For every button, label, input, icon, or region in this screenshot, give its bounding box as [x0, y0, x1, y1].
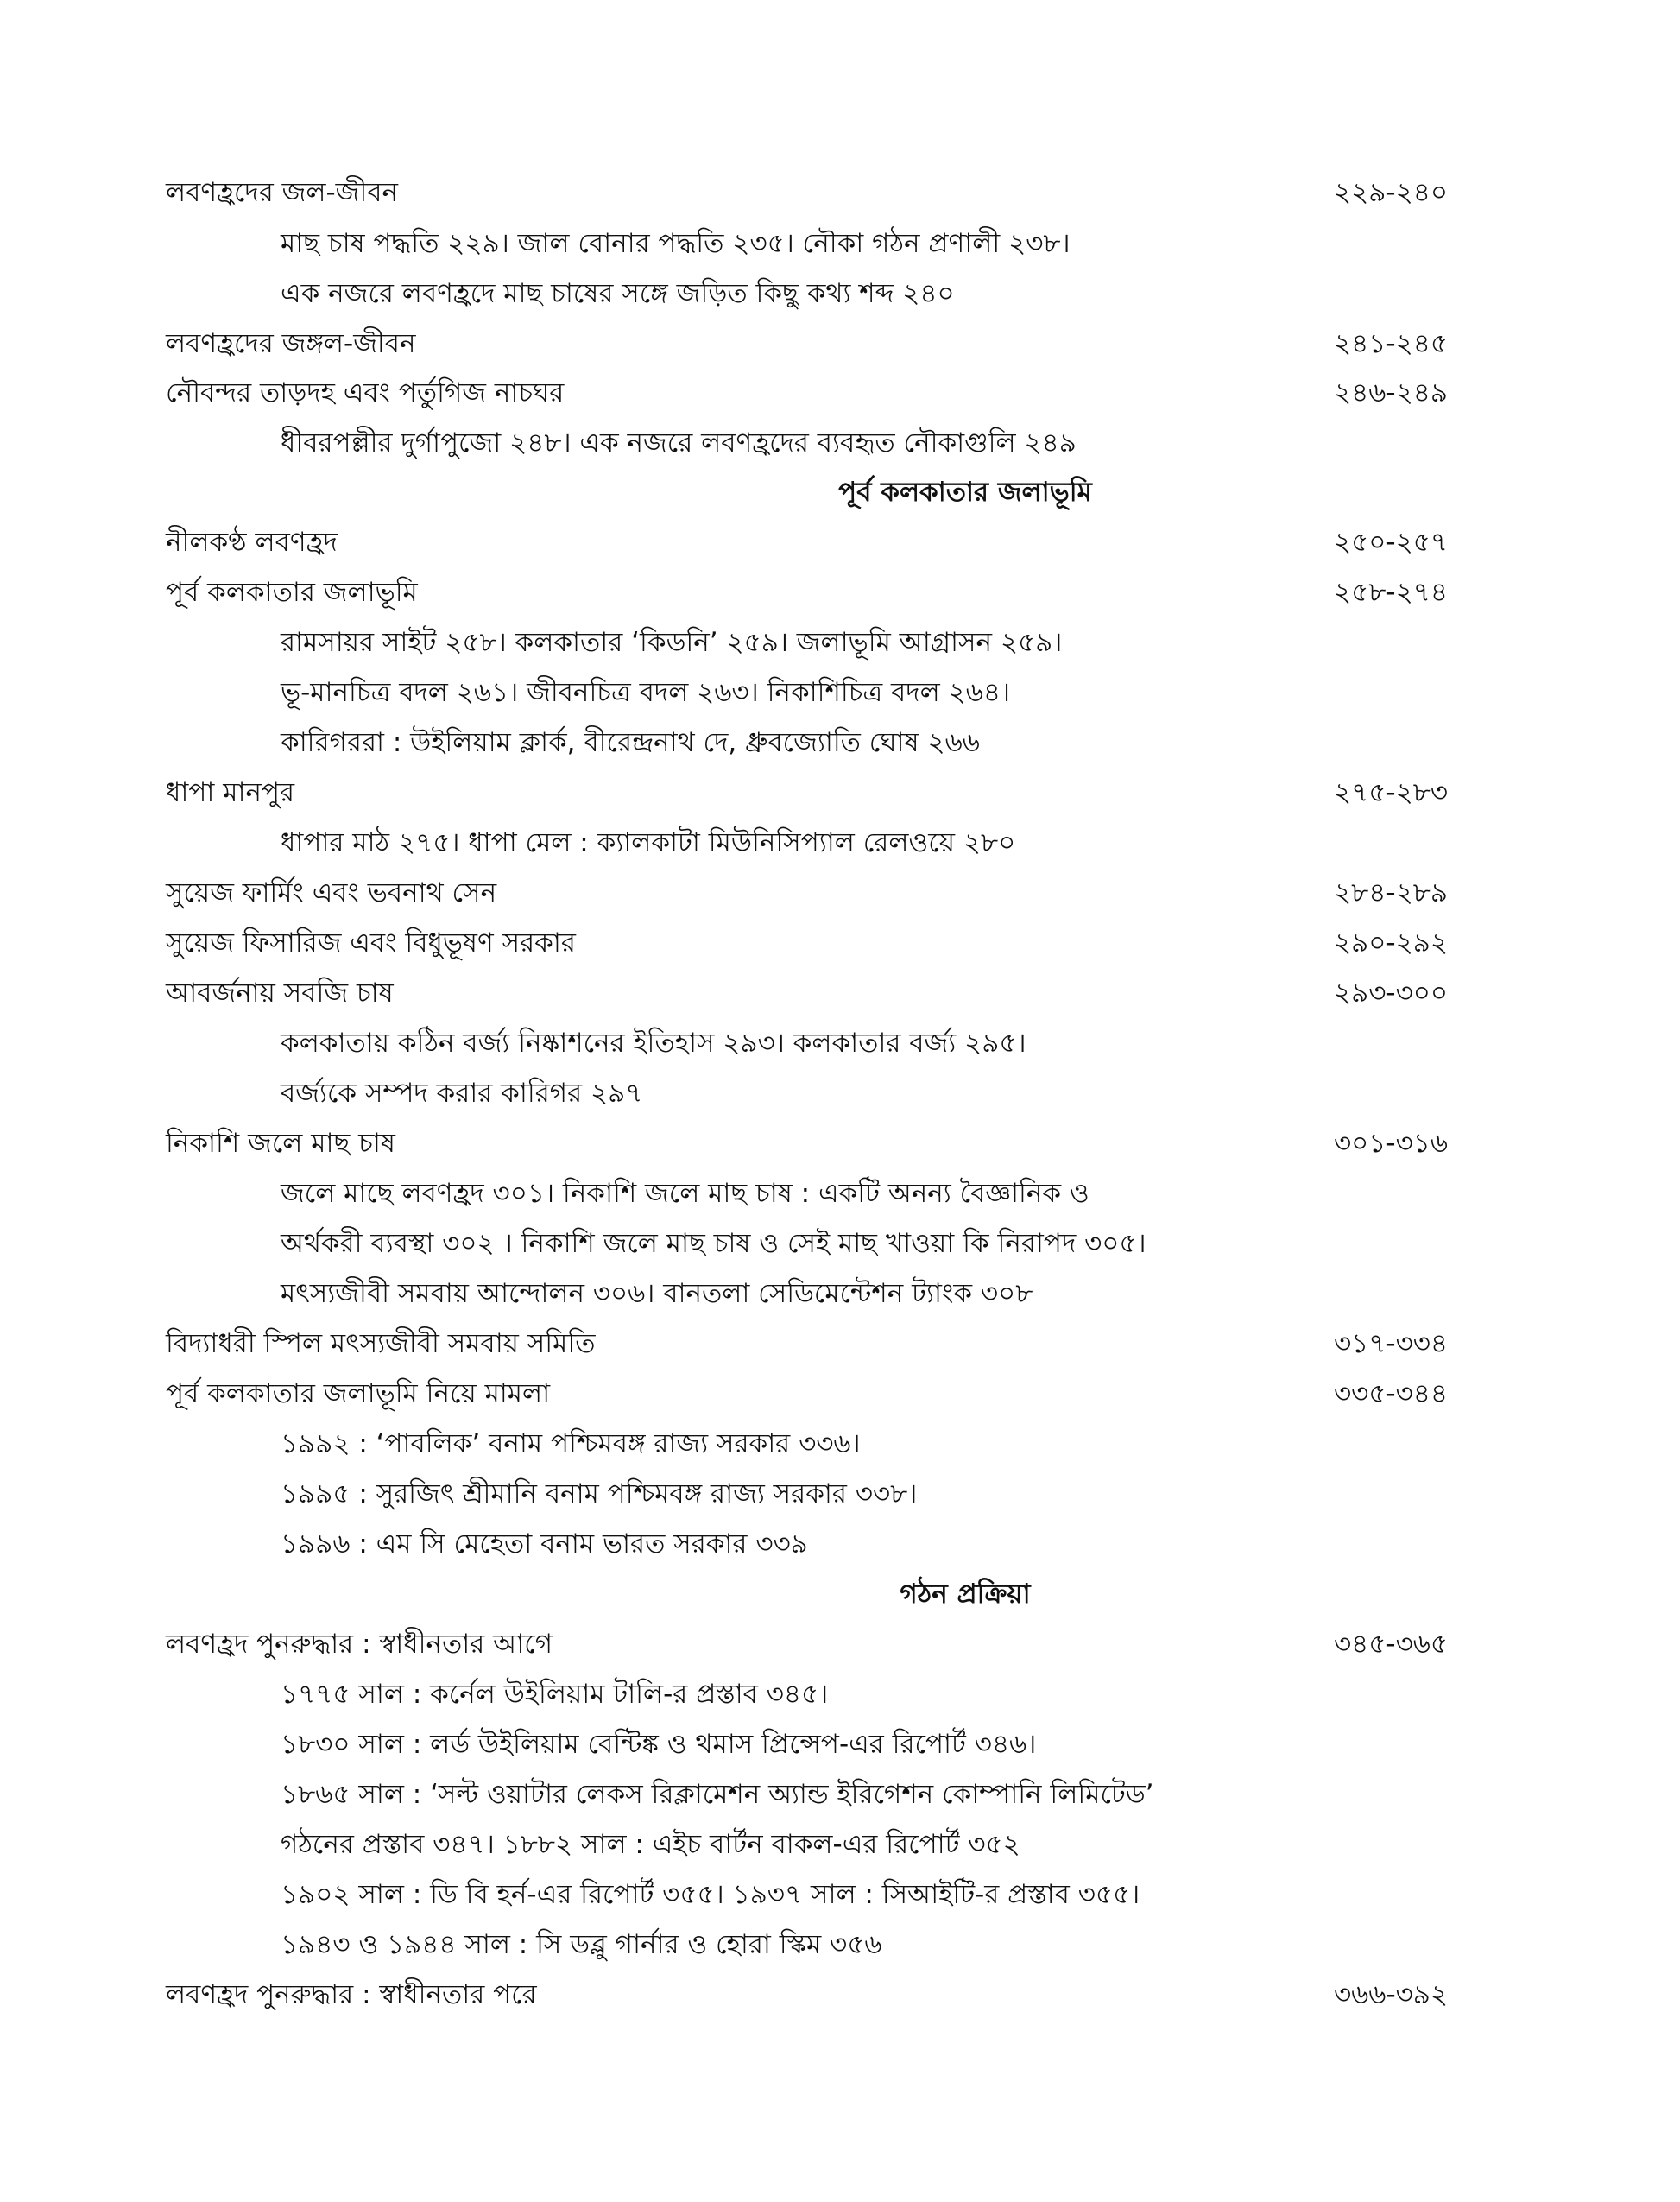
toc-subentry: ১৯৪৩ ও ১৯৪৪ সাল : সি ডব্লু গার্নার ও হোরা স্কিম ৩৫৬	[281, 1929, 882, 1960]
toc-entry-title: লবণহ্রদ পুনরুদ্ধার : স্বাধীনতার আগে	[166, 1629, 553, 1660]
toc-entry-pages: ২৫৮-২৭৪	[1334, 577, 1449, 608]
toc-entry-pages: ২৪১-২৪৫	[1334, 328, 1448, 359]
toc-entry-title: নৌবন্দর তাড়দহ এবং পর্তুগিজ নাচঘর	[166, 377, 565, 408]
toc-entry-pages: ৩৬৬-৩৯২	[1334, 1979, 1449, 2010]
toc-subentry: ১৮৬৫ সাল : ‘সল্ট ওয়াটার লেকস রিক্লামেশন অ্যান্ড ইরিগেশন কোম্পানি লিমিটেড’	[281, 1779, 1154, 1810]
toc-entry-title: আবর্জনায় সবজি চাষ	[166, 978, 394, 1009]
toc-entry-title: পূর্ব কলকাতার জলাভূমি	[166, 577, 418, 608]
toc-entry-title: লবণহ্রদের জল-জীবন	[166, 177, 398, 208]
toc-entry-pages: ২৫০-২৫৭	[1334, 527, 1449, 558]
toc-entry-pages: ২৮৪-২৮৯	[1334, 877, 1448, 908]
toc-entry-pages: ৩৩৫-৩৪৪	[1334, 1378, 1449, 1409]
toc-entry-pages: ২৪৬-২৪৯	[1334, 377, 1449, 408]
toc-entry-title: সুয়েজ ফার্মিং এবং ভবনাথ সেন	[166, 877, 497, 908]
toc-entry-title: নীলকণ্ঠ লবণহ্রদ	[166, 527, 338, 558]
toc-subentry: মাছ চাষ পদ্ধতি ২২৯। জাল বোনার পদ্ধতি ২৩৫। নৌকা গঠন প্রণালী ২৩৮।	[281, 228, 1071, 259]
toc-subentry: ধীবরপল্লীর দুর্গাপুজো ২৪৮। এক নজরে লবণহ্রদের ব্যবহৃত নৌকাগুলি ২৪৯	[281, 427, 1077, 459]
toc-entry-title: বিদ্যাধরী স্পিল মৎস্যজীবী সমবায় সমিতি	[166, 1328, 596, 1359]
toc-subentry: ১৯৯৬ : এম সি মেহেতা বনাম ভারত সরকার ৩৩৯	[281, 1528, 808, 1560]
toc-subentry: কলকাতায় কঠিন বর্জ্য নিষ্কাশনের ইতিহাস ২৯৩। কলকাতার বর্জ্য ২৯৫।	[281, 1028, 1026, 1059]
toc-subentry: রামসায়র সাইট ২৫৮। কলকাতার ‘কিডনি’ ২৫৯। জলাভূমি আগ্রাসন ২৫৯।	[281, 627, 1063, 658]
toc-subentry: ১৯০২ সাল : ডি বি হর্ন-এর রিপোর্ট ৩৫৫। ১৯৩৭ সাল : সিআইটি-র প্রস্তাব ৩৫৫।	[281, 1879, 1140, 1910]
toc-entry-pages: ৩১৭-৩৩৪	[1334, 1328, 1449, 1359]
toc-entry-title: ধাপা মানপুর	[166, 777, 295, 808]
toc-entry-title: লবণহ্রদ পুনরুদ্ধার : স্বাধীনতার পরে	[166, 1979, 537, 2010]
toc-subentry: জলে মাছে লবণহ্রদ ৩০১। নিকাশি জলে মাছ চাষ : একটি অনন্য বৈজ্ঞানিক ও	[281, 1178, 1089, 1209]
toc-subentry: মৎস্যজীবী সমবায় আন্দোলন ৩০৬। বানতলা সেডিমেন্টেশন ট্যাংক ৩০৮	[281, 1278, 1033, 1309]
section-heading: গঠন প্রক্রিয়া	[900, 1579, 1031, 1610]
toc-entry-pages: ২৯৩-৩০০	[1334, 978, 1449, 1009]
toc-entry-title: লবণহ্রদের জঙ্গল-জীবন	[166, 328, 416, 359]
toc-subentry: ১৯৯২ : ‘পাবলিক’ বনাম পশ্চিমবঙ্গ রাজ্য সরকার ৩৩৬।	[281, 1428, 861, 1459]
toc-entry-pages: ৩৪৫-৩৬৫	[1334, 1629, 1449, 1660]
toc-entry-pages: ২২৯-২৪০	[1334, 177, 1449, 208]
toc-subentry: ১৭৭৫ সাল : কর্নেল উইলিয়াম টালি-র প্রস্তাব ৩৪৫।	[281, 1679, 829, 1710]
toc-subentry: ধাপার মাঠ ২৭৫। ধাপা মেল : ক্যালকাটা মিউনিসিপ্যাল রেলওয়ে ২৮০	[281, 827, 1016, 858]
section-heading: পূর্ব কলকাতার জলাভূমি	[838, 477, 1092, 508]
toc-subentry: কারিগররা : উইলিয়াম ক্লার্ক, বীরেন্দ্রনাথ দে, ধ্রুবজ্যোতি ঘোষ ২৬৬	[281, 727, 980, 758]
toc-subentry: গঠনের প্রস্তাব ৩৪৭। ১৮৮২ সাল : এইচ বার্টন বাকল-এর রিপোর্ট ৩৫২	[281, 1829, 1020, 1860]
toc-subentry: ১৯৯৫ : সুরজিৎ শ্রীমানি বনাম পশ্চিমবঙ্গ রাজ্য সরকার ৩৩৮।	[281, 1478, 918, 1509]
toc-subentry: ১৮৩০ সাল : লর্ড উইলিয়াম বেন্টিঙ্ক ও থমাস প্রিন্সেপ-এর রিপোর্ট ৩৪৬।	[281, 1729, 1037, 1760]
toc-entry-title: সুয়েজ ফিসারিজ এবং বিধুভূষণ সরকার	[166, 927, 576, 959]
toc-entry-title: নিকাশি জলে মাছ চাষ	[166, 1128, 395, 1159]
toc-subentry: ভূ-মানচিত্র বদল ২৬১। জীবনচিত্র বদল ২৬৩। নিকাশিচিত্র বদল ২৬৪।	[281, 677, 1011, 708]
toc-subentry: অর্থকরী ব্যবস্থা ৩০২ । নিকাশি জলে মাছ চাষ ও সেই মাছ খাওয়া কি নিরাপদ ৩০৫।	[281, 1228, 1146, 1259]
toc-subentry: বর্জ্যকে সম্পদ করার কারিগর ২৯৭	[281, 1078, 643, 1109]
toc-entry-pages: ২৭৫-২৮৩	[1334, 777, 1449, 808]
toc-entry-pages: ২৯০-২৯২	[1334, 927, 1449, 959]
toc-entry-title: পূর্ব কলকাতার জলাভূমি নিয়ে মামলা	[166, 1378, 551, 1409]
toc-subentry: এক নজরে লবণহ্রদে মাছ চাষের সঙ্গে জড়িত কিছু কথ্য শব্দ ২৪০	[281, 278, 955, 309]
toc-entry-pages: ৩০১-৩১৬	[1334, 1128, 1449, 1159]
